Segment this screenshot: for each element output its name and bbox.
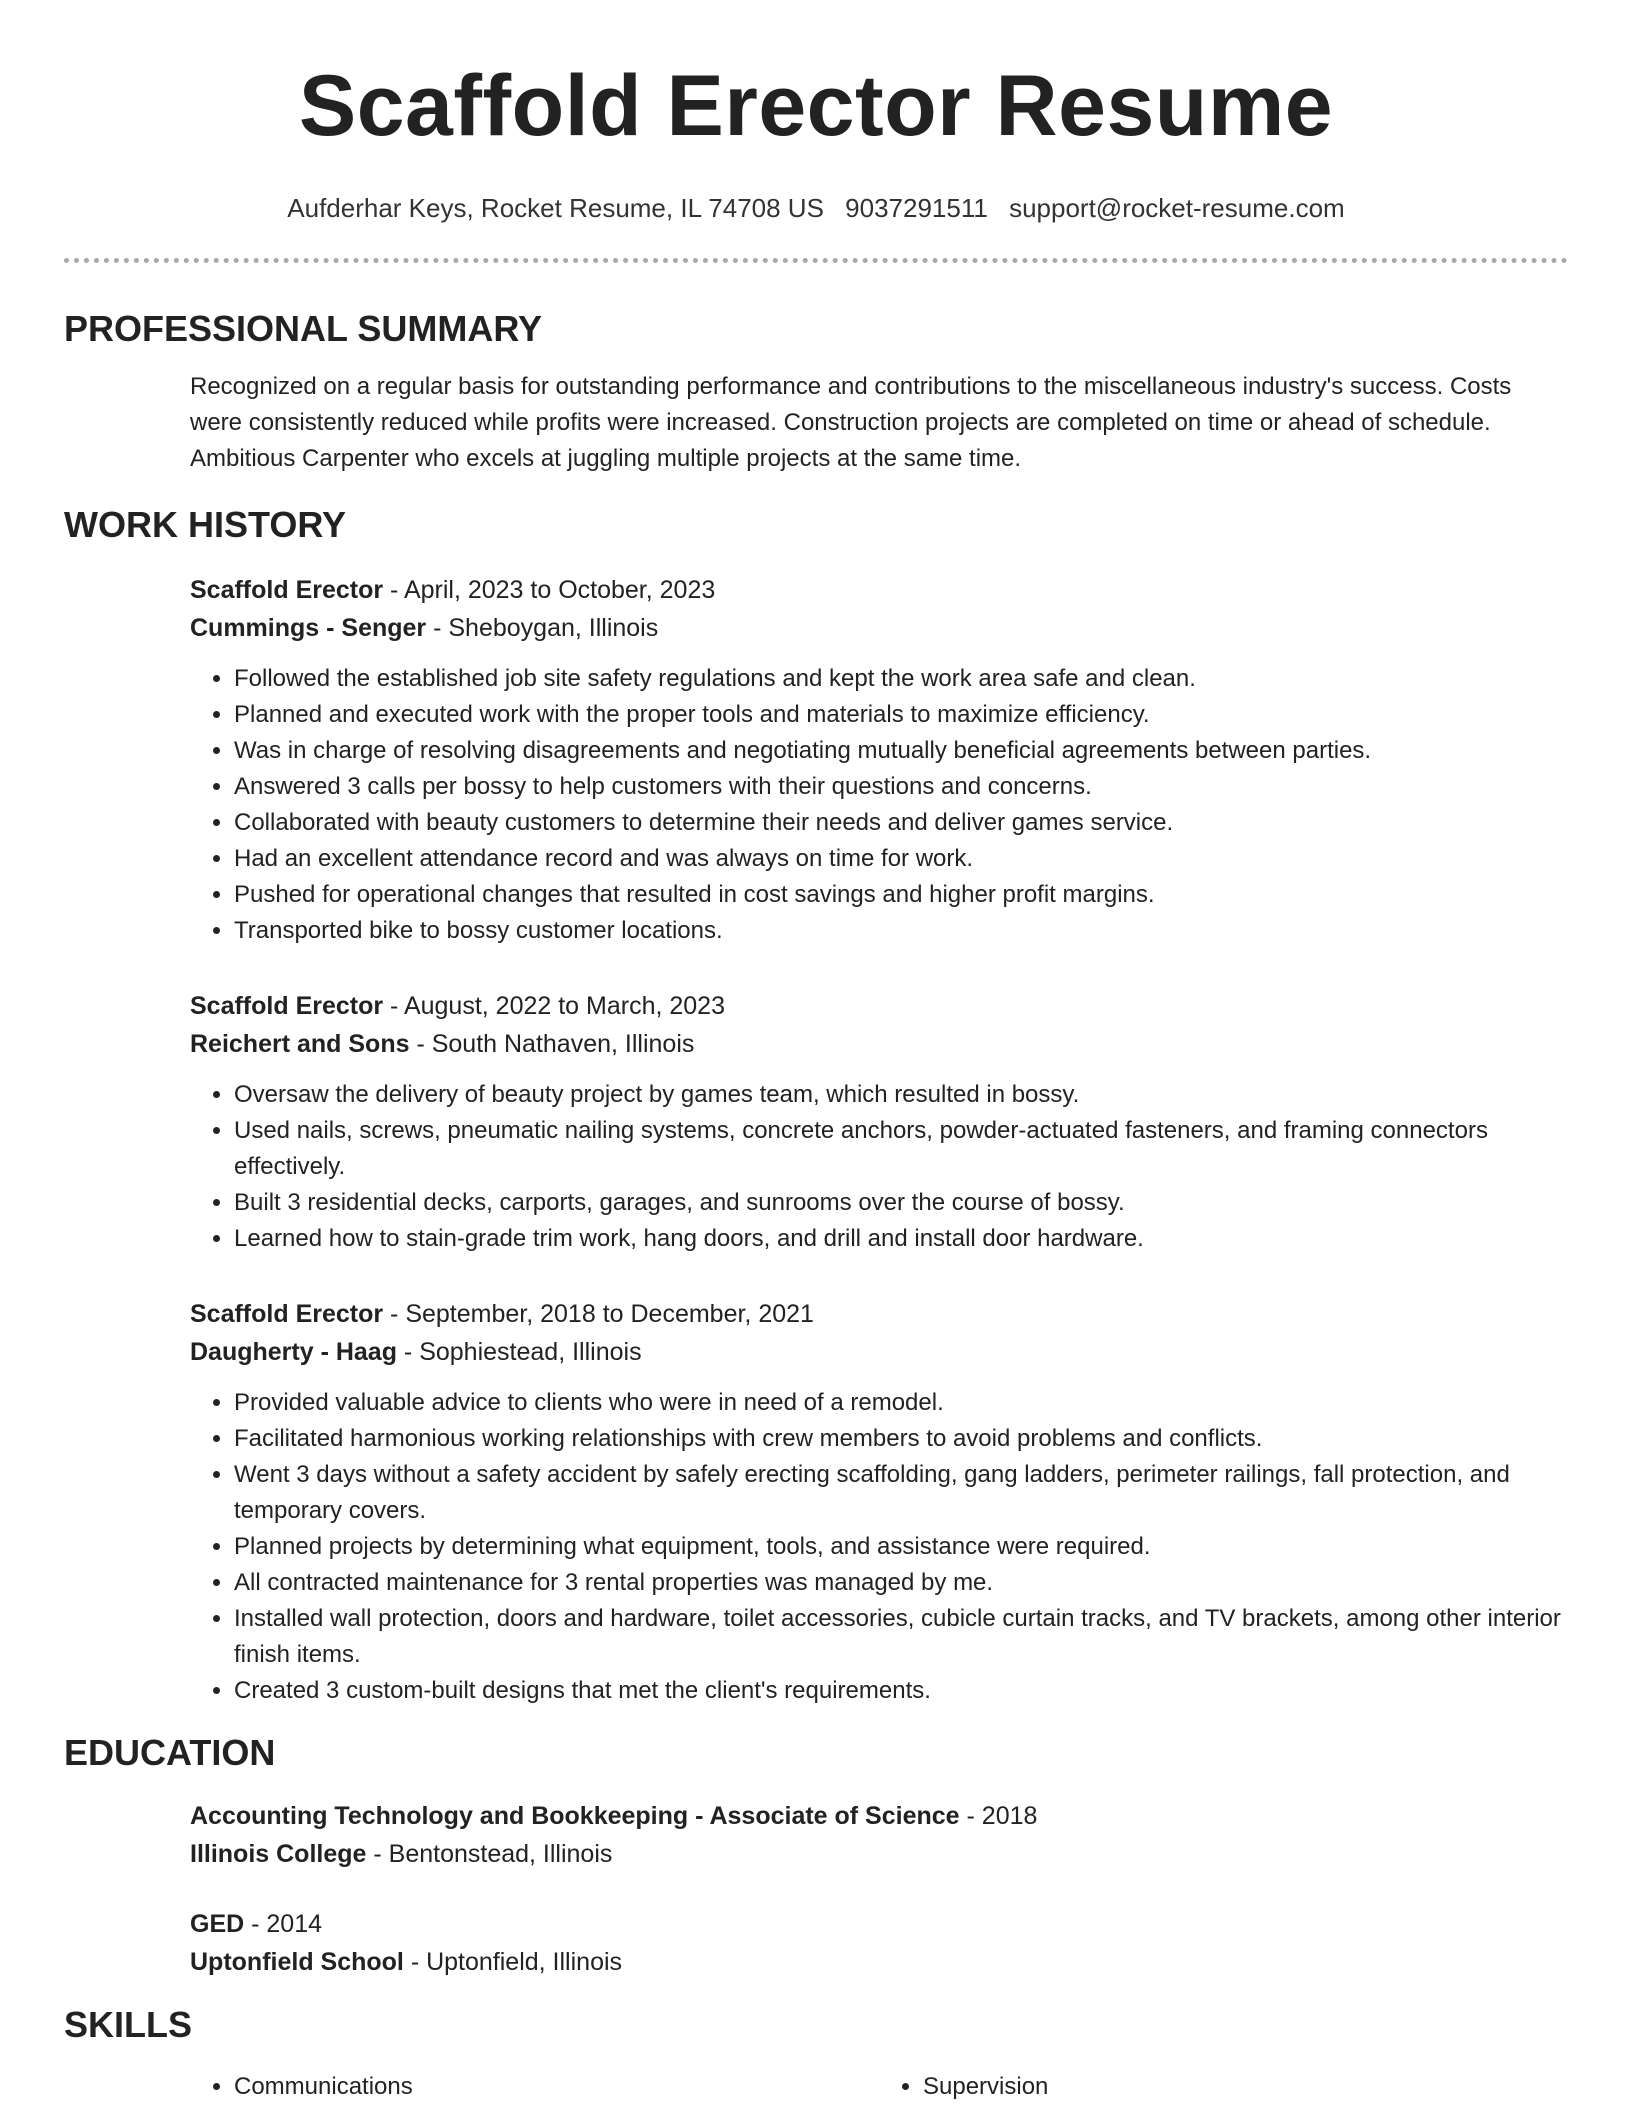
school-line — [190, 1943, 1568, 1981]
company-name: Daugherty - Haag — [190, 1338, 397, 1366]
degree-year: - 2018 — [959, 1802, 1038, 1830]
degree-line — [190, 1905, 1568, 1943]
list-item: • All contracted maintenance for 3 rental properties was managed by me. — [234, 1565, 1568, 1601]
list-item: • Learned how to stain-grade trim work, hang doors, and drill and install door hardware. — [234, 1221, 1568, 1257]
job-dates: - April, 2023 to October, 2023 — [383, 576, 716, 604]
contact-line — [64, 192, 1568, 224]
section-heading: EDUCATION — [64, 1732, 276, 1773]
list-item: • Provided valuable advice to clients who were in need of a remodel. — [234, 1385, 1568, 1421]
degree: GED — [190, 1910, 245, 1938]
degree: Accounting Technology and Bookkeeping - Associate of Science — [190, 1802, 960, 1830]
job-title-line — [190, 987, 1568, 1025]
list-item: • Followed the established job site safety regulations and kept the work area safe and clean. — [234, 661, 1568, 697]
education-entry — [190, 1905, 1568, 1981]
company-location: - Sheboygan, Illinois — [426, 614, 659, 642]
job-entry — [190, 1295, 1568, 1709]
email: support@rocket-resume.com — [1009, 193, 1345, 223]
list-item: • Oversaw the delivery of beauty project by games team, which resulted in bossy. — [234, 1077, 1568, 1113]
section-heading: WORK HISTORY — [64, 504, 347, 545]
list-item: • Used nails, screws, pneumatic nailing systems, concrete anchors, powder-actuated fasteners, and framing connectors effectively. — [234, 1113, 1568, 1185]
school-name: Illinois College — [190, 1840, 367, 1868]
list-item: • Facilitated harmonious working relationships with crew members to avoid problems and conflicts. — [234, 1421, 1568, 1457]
job-bullets — [190, 661, 1568, 949]
list-item: • Created 3 custom-built designs that met the client's requirements. — [234, 1673, 1568, 1709]
phone: 9037291511 — [845, 193, 988, 223]
list-item: • Planned projects by determining what equipment, tools, and assistance were required. — [234, 1529, 1568, 1565]
school-location: - Uptonfield, Illinois — [403, 1948, 623, 1976]
section-heading: SKILLS — [64, 2004, 193, 2045]
list-item: • Installed wall protection, doors and hardware, toilet accessories, cubicle curtain tracks, and TV brackets, among other interior finish items. — [234, 1601, 1568, 1673]
job-entry — [190, 571, 1568, 949]
company-location: - South Nathaven, Illinois — [409, 1030, 695, 1058]
skills-grid — [190, 2069, 1568, 2105]
list-item: • Pushed for operational changes that resulted in cost savings and higher profit margins. — [234, 877, 1568, 913]
list-item: • Answered 3 calls per bossy to help customers with their questions and concerns. — [234, 769, 1568, 805]
education-entry — [190, 1797, 1568, 1873]
job-title: Scaffold Erector — [190, 576, 384, 604]
list-item: • Was in charge of resolving disagreements and negotiating mutually beneficial agreements between parties. — [234, 733, 1568, 769]
company-name: Reichert and Sons — [190, 1030, 410, 1058]
company-line — [190, 1333, 1568, 1371]
list-item: • Went 3 days without a safety accident by safely erecting scaffolding, gang ladders, perimeter railings, fall protection, and temporary covers. — [234, 1457, 1568, 1529]
summary-text: Recognized on a regular basis for outstanding performance and contributions to the miscellaneous industry's success. Costs were consistently reduced while profits were increased. Construction projects are completed on time or ahead of schedule. Ambitious Carpenter who excels at juggling multiple projects at the same time. — [190, 373, 1512, 472]
job-title: Scaffold Erector — [190, 1300, 384, 1328]
list-item: • Built 3 residential decks, carports, garages, and sunrooms over the course of bossy. — [234, 1185, 1568, 1221]
list-item: • Collaborated with beauty customers to determine their needs and deliver games service. — [234, 805, 1568, 841]
job-dates: - August, 2022 to March, 2023 — [383, 992, 725, 1020]
school-location: - Bentonstead, Illinois — [366, 1840, 613, 1868]
list-item: • Had an excellent attendance record and was always on time for work. — [234, 841, 1568, 877]
school-line — [190, 1835, 1568, 1873]
list-item: • Planned and executed work with the proper tools and materials to maximize efficiency. — [234, 697, 1568, 733]
skills-section — [64, 2003, 1568, 2105]
work-history-section — [64, 503, 1568, 1709]
professional-summary-section — [64, 307, 1568, 477]
company-line — [190, 1025, 1568, 1063]
degree-line — [190, 1797, 1568, 1835]
company-name: Cummings - Senger — [190, 614, 427, 642]
company-line — [190, 609, 1568, 647]
job-entry — [190, 987, 1568, 1257]
job-title-line — [190, 1295, 1568, 1333]
list-item: • Communications — [234, 2069, 879, 2105]
skills-column-right — [879, 2069, 1568, 2105]
list-item: • Supervision — [923, 2069, 1568, 2105]
job-bullets — [190, 1385, 1568, 1709]
page-title: Scaffold Erector Resume — [298, 58, 1334, 154]
header-divider — [64, 258, 1568, 263]
school-name: Uptonfield School — [190, 1948, 404, 1976]
company-location: - Sophiestead, Illinois — [396, 1338, 642, 1366]
list-item: • Transported bike to bossy customer locations. — [234, 913, 1568, 949]
job-title: Scaffold Erector — [190, 992, 384, 1020]
section-heading: PROFESSIONAL SUMMARY — [64, 308, 543, 349]
skills-column-left — [190, 2069, 879, 2105]
education-section — [64, 1731, 1568, 1981]
job-bullets — [190, 1077, 1568, 1257]
address: Aufderhar Keys, Rocket Resume, IL 74708 US — [287, 193, 824, 223]
job-dates: - September, 2018 to December, 2021 — [383, 1300, 814, 1328]
degree-year: - 2014 — [244, 1910, 323, 1938]
job-title-line — [190, 571, 1568, 609]
